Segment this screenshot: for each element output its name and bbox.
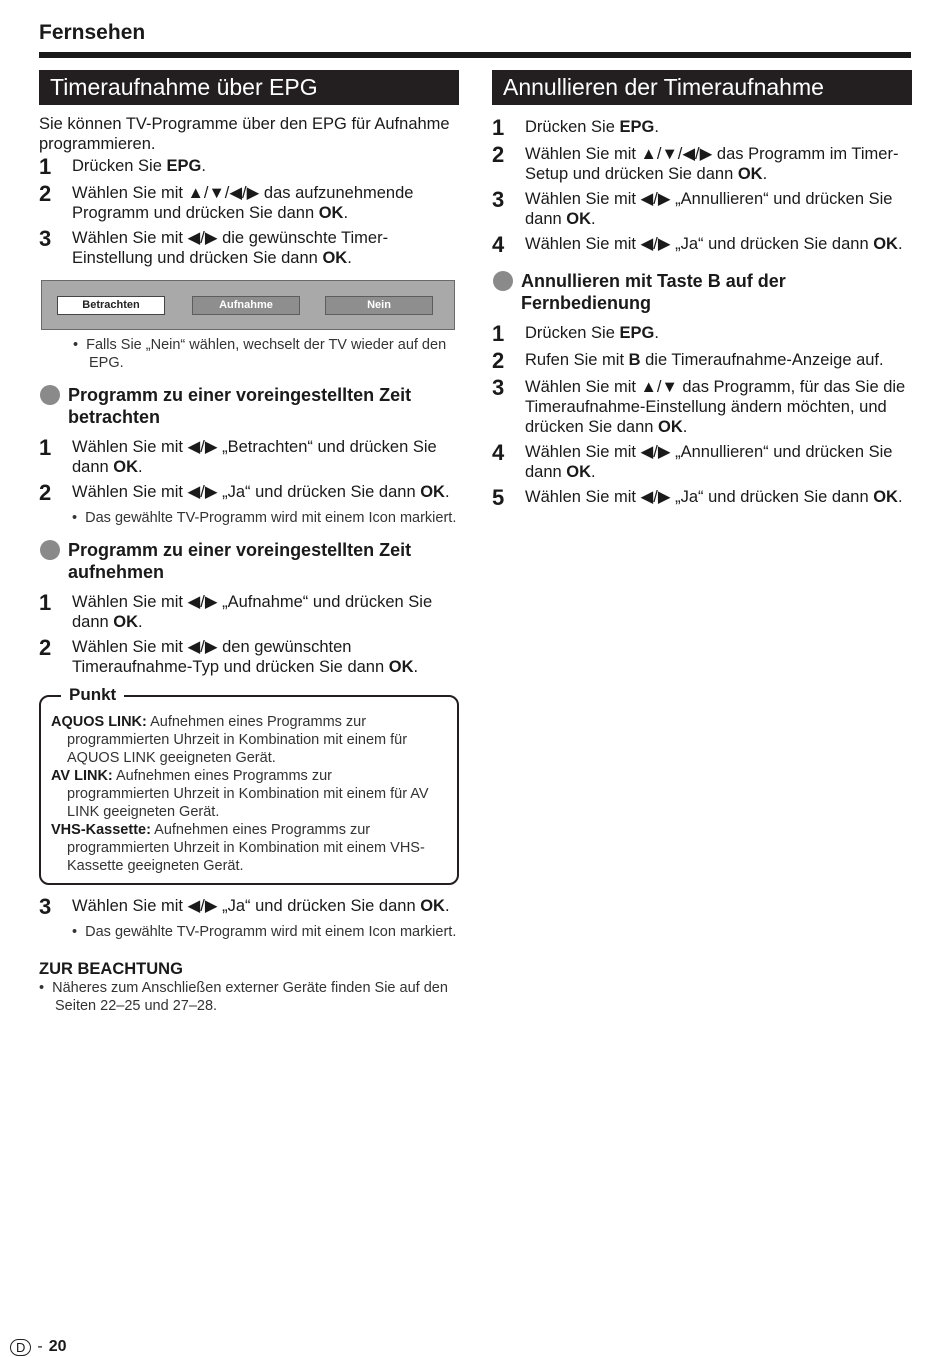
step-text-pre: Wählen Sie mit ◀/▶ den gewünschten Timeraufnahme-Typ und drücken Sie dann xyxy=(72,638,389,676)
step-text-bold: OK xyxy=(113,613,139,631)
step-number: 1 xyxy=(39,435,52,460)
step-text-pre: Wählen Sie mit ▲/▼/◀/▶ das aufzunehmende Programm und drücken Sie dann xyxy=(72,184,414,222)
tv-note: • Falls Sie „Nein“ wählen, wechselt der TV wieder auf den EPG. xyxy=(73,337,447,371)
step-text-pre: Wählen Sie mit ◀/▶ „Aufnahme“ und drücken Sie dann xyxy=(72,593,433,631)
step-text xyxy=(72,437,459,477)
step-number: 3 xyxy=(492,187,505,212)
step-number: 4 xyxy=(492,232,505,257)
step-item xyxy=(39,437,459,477)
intro-text: Sie können TV-Programme über den EPG für Aufnahme programmieren. xyxy=(39,115,450,153)
step-text-post: . xyxy=(444,897,450,915)
step-number: 1 xyxy=(492,321,505,346)
sub1-note-text: Das gewählte TV-Programm wird mit einem Icon markiert. xyxy=(85,510,457,526)
punkt-term: AQUOS LINK: xyxy=(51,714,147,730)
step-item xyxy=(492,350,912,372)
punkt-label: Punkt xyxy=(61,685,124,705)
step-item xyxy=(39,228,459,268)
step-number: 2 xyxy=(492,348,505,373)
step-text xyxy=(72,896,450,918)
step-item xyxy=(39,482,459,504)
step-text-post: . xyxy=(897,488,903,506)
step-text-post: . xyxy=(762,165,768,183)
step-number: 3 xyxy=(39,894,52,919)
step-text-bold: OK xyxy=(420,483,445,501)
subhead-betrachten xyxy=(39,384,459,428)
subhead-taste-b-text: Annullieren mit Taste B auf der Fernbedienung xyxy=(521,271,786,313)
step-text-pre: Rufen Sie mit xyxy=(525,351,629,369)
step-text xyxy=(72,482,450,504)
bullet-dot-icon xyxy=(493,271,513,291)
subhead-taste-b xyxy=(492,270,912,314)
step-text-post: die Timeraufnahme-Anzeige auf. xyxy=(640,351,884,369)
step-text-post: . xyxy=(138,613,143,631)
step-item xyxy=(39,183,459,223)
step-text xyxy=(72,156,206,178)
step-text-post: . xyxy=(343,204,349,222)
subhead-aufnehmen xyxy=(39,539,459,583)
punkt-text: Aufnehmen eines Programms zur programmierten Uhrzeit in Kombination mit einem für AV LINK geeigneten Gerät. xyxy=(67,768,429,820)
sub1-steps-list xyxy=(39,437,459,504)
step-number: 1 xyxy=(39,154,52,179)
step-text-pre: Drücken Sie xyxy=(525,324,620,342)
header-rule xyxy=(39,52,911,58)
page-header-title: Fernsehen xyxy=(39,21,146,44)
section-title-timer-epg: Timeraufnahme über EPG xyxy=(39,70,459,105)
right-column xyxy=(492,70,912,514)
step-number: 1 xyxy=(39,590,52,615)
step-text-pre: Wählen Sie mit ▲/▼/◀/▶ das Programm im Timer-Setup und drücken Sie dann xyxy=(525,145,899,183)
step-item xyxy=(39,637,459,677)
notice-text: Näheres zum Anschließen externer Geräte finden Sie auf den Seiten 22–25 und 27–28. xyxy=(52,980,448,1014)
step-text xyxy=(72,228,459,268)
language-badge: D xyxy=(10,1339,31,1356)
step-text-bold: OK xyxy=(566,210,592,228)
step-number: 4 xyxy=(492,440,505,465)
step-text xyxy=(525,377,912,437)
step-item xyxy=(492,487,912,509)
step-text-bold: OK xyxy=(873,488,898,506)
right-sub-steps-list xyxy=(492,323,912,509)
bullet-dot-icon xyxy=(40,540,60,560)
tv-button-nein[interactable]: Nein xyxy=(325,296,433,315)
step-number: 2 xyxy=(39,480,52,505)
tv-note-text: Falls Sie „Nein“ wählen, wechselt der TV wieder auf den EPG. xyxy=(86,337,447,371)
step-item xyxy=(39,896,459,918)
step-text xyxy=(525,350,884,372)
step-number: 3 xyxy=(39,226,52,251)
subhead-aufnehmen-text: Programm zu einer voreingestellten Zeit aufnehmen xyxy=(68,540,412,582)
step-text-bold: EPG xyxy=(619,324,655,342)
step-text-pre: Drücken Sie xyxy=(525,118,620,136)
step-text-bold: OK xyxy=(737,165,763,183)
tv-button-betrachten[interactable]: Betrachten xyxy=(57,296,165,315)
punkt-item xyxy=(51,821,437,875)
bullet-dot-icon xyxy=(40,385,60,405)
step-text xyxy=(525,144,912,184)
punkt-term: AV LINK: xyxy=(51,768,113,784)
step-text-post: . xyxy=(413,658,419,676)
punkt-items xyxy=(51,713,437,875)
page-footer xyxy=(10,1338,67,1356)
punkt-text: Aufnehmen eines Programms zur programmierten Uhrzeit in Kombination mit einem für AQUOS LINK geeigneten Gerät. xyxy=(67,714,408,766)
step-text-post: . xyxy=(444,483,450,501)
step-text-post: . xyxy=(591,210,596,228)
step-text-post: . xyxy=(897,235,903,253)
footer-separator: - xyxy=(37,1338,43,1355)
step-text xyxy=(525,234,903,256)
step-item xyxy=(492,377,912,437)
step-item xyxy=(492,144,912,184)
right-steps-list xyxy=(492,117,912,256)
punkt-term: VHS-Kassette: xyxy=(51,822,151,838)
tv-button-aufnahme[interactable]: Aufnahme xyxy=(192,296,300,315)
step-item xyxy=(492,189,912,229)
left-column xyxy=(39,70,459,1015)
step-text xyxy=(72,592,459,632)
step-text-pre: Wählen Sie mit ◀/▶ „Annullieren“ und drücken Sie dann xyxy=(525,190,893,228)
step-number: 2 xyxy=(39,635,52,660)
step-text-bold: OK xyxy=(113,458,139,476)
sub1-note: • Das gewählte TV-Programm wird mit einem Icon markiert. xyxy=(72,510,457,526)
step-text-bold: OK xyxy=(322,249,348,267)
step-text xyxy=(525,189,912,229)
sub2-note-text: Das gewählte TV-Programm wird mit einem Icon markiert. xyxy=(85,924,457,940)
sub2-step3 xyxy=(39,896,459,918)
section-title-annullieren: Annullieren der Timeraufnahme xyxy=(492,70,912,105)
step-text-bold: OK xyxy=(566,463,592,481)
step-text-pre: Wählen Sie mit ◀/▶ „Ja“ und drücken Sie dann xyxy=(525,488,874,506)
step-number: 1 xyxy=(492,115,505,140)
punkt-item xyxy=(51,767,437,821)
tv-timer-dialog xyxy=(41,280,455,330)
sub2-note: • Das gewählte TV-Programm wird mit einem Icon markiert. xyxy=(72,924,457,940)
step-number: 3 xyxy=(492,375,505,400)
step-text-post: . xyxy=(591,463,596,481)
step-item xyxy=(492,117,912,139)
subhead-betrachten-text: Programm zu einer voreingestellten Zeit betrachten xyxy=(68,385,412,427)
step-item xyxy=(492,323,912,345)
step-number: 5 xyxy=(492,485,505,510)
punkt-box xyxy=(39,685,459,885)
step-text xyxy=(72,637,459,677)
step-text-post: . xyxy=(201,157,206,175)
notice-title: ZUR BEACHTUNG xyxy=(39,960,183,978)
step-text-post: . xyxy=(138,458,143,476)
step-text-pre: Wählen Sie mit ◀/▶ die gewünschte Timer-Einstellung und drücken Sie dann xyxy=(72,229,389,267)
step-text xyxy=(525,323,659,345)
step-text-bold: OK xyxy=(873,235,898,253)
step-text-pre: Wählen Sie mit ▲/▼ das Programm, für das Sie die Timeraufnahme-Einstellung ändern möchten, und drücken Sie dann xyxy=(525,378,906,436)
step-number: 2 xyxy=(39,181,52,206)
step-text-post: . xyxy=(654,118,659,136)
step-text-post: . xyxy=(347,249,352,267)
step-text-pre: Wählen Sie mit ◀/▶ „Betrachten“ und drücken Sie dann xyxy=(72,438,437,476)
step-text xyxy=(525,442,912,482)
step-text-post: . xyxy=(682,418,688,436)
step-item xyxy=(492,234,912,256)
step-text xyxy=(525,487,903,509)
punkt-item xyxy=(51,713,437,767)
step-text-pre: Wählen Sie mit ◀/▶ „Annullieren“ und drücken Sie dann xyxy=(525,443,893,481)
step-item xyxy=(39,592,459,632)
step-text-bold: EPG xyxy=(619,118,655,136)
left-steps-list xyxy=(39,156,459,268)
step-text-bold: B xyxy=(628,351,641,369)
step-text xyxy=(72,183,459,223)
sub2-steps-list xyxy=(39,592,459,677)
step-text-bold: OK xyxy=(388,658,414,676)
step-text-bold: OK xyxy=(420,897,445,915)
page-number: 20 xyxy=(48,1338,67,1355)
step-text-pre: Wählen Sie mit ◀/▶ „Ja“ und drücken Sie dann xyxy=(72,897,421,915)
step-text-pre: Drücken Sie xyxy=(72,157,167,175)
step-text-bold: OK xyxy=(658,418,683,436)
step-text-pre: Wählen Sie mit ◀/▶ „Ja“ und drücken Sie dann xyxy=(72,483,421,501)
step-number: 2 xyxy=(492,142,505,167)
step-text-bold: OK xyxy=(318,204,344,222)
step-text-pre: Wählen Sie mit ◀/▶ „Ja“ und drücken Sie dann xyxy=(525,235,874,253)
punkt-text: Aufnehmen eines Programms zur programmierten Uhrzeit in Kombination mit einem VHS-Kassette geeigneten Gerät. xyxy=(67,822,425,874)
step-item xyxy=(39,156,459,178)
step-text-post: . xyxy=(654,324,659,342)
notice-item: • Näheres zum Anschließen externer Geräte finden Sie auf den Seiten 22–25 und 27–28. xyxy=(39,980,448,1014)
step-text xyxy=(525,117,659,139)
step-text-bold: EPG xyxy=(166,157,202,175)
step-item xyxy=(492,442,912,482)
